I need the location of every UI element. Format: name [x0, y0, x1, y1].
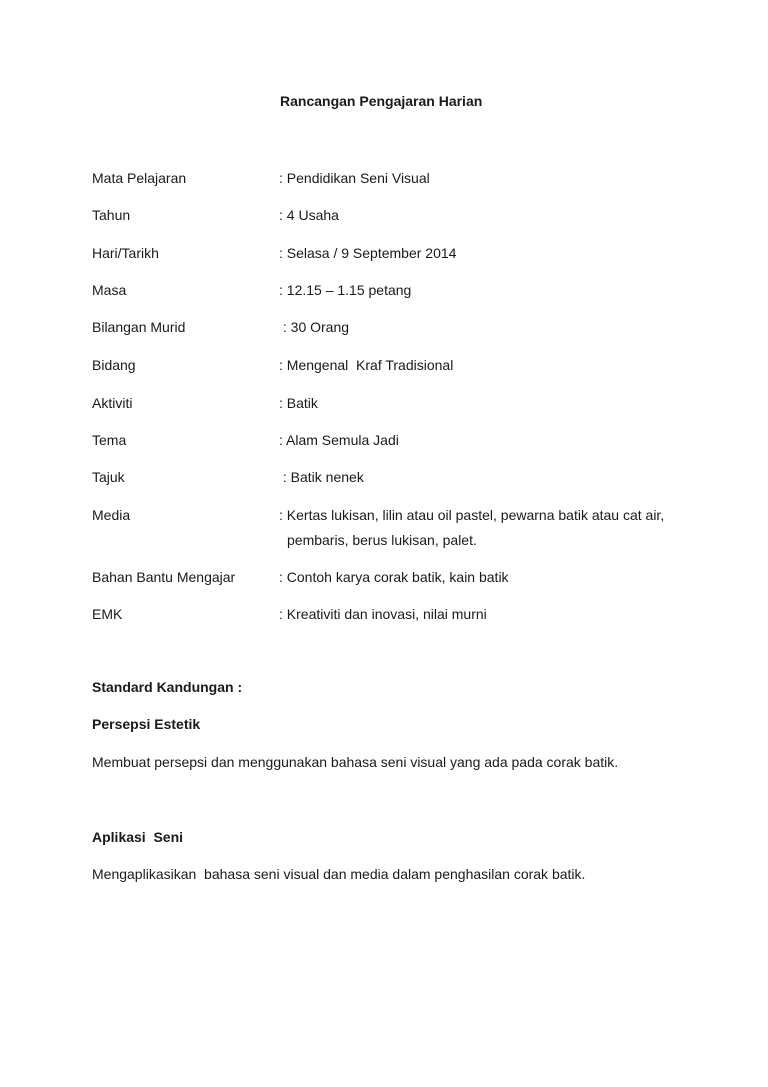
- info-value: [279, 505, 689, 550]
- info-value: : Batik nenek: [279, 469, 364, 485]
- info-label: EMK: [92, 606, 123, 622]
- info-label: Media: [92, 507, 131, 523]
- aplikasi-seni-heading: Aplikasi Seni: [92, 829, 184, 845]
- info-label: Bilangan Murid: [92, 319, 186, 335]
- persepsi-estetik-heading: Persepsi Estetik: [92, 716, 201, 732]
- info-label: Mata Pelajaran: [92, 170, 187, 186]
- info-value-line: : Kertas lukisan, lilin atau oil pastel, pewarna batik atau cat air,: [279, 507, 665, 523]
- persepsi-estetik-text: Membuat persepsi dan menggunakan bahasa seni visual yang ada pada corak batik.: [92, 754, 619, 770]
- info-label: Aktiviti: [92, 395, 133, 411]
- info-label: Hari/Tarikh: [92, 245, 159, 261]
- info-value: : Alam Semula Jadi: [279, 432, 399, 448]
- info-value: : 12.15 – 1.15 petang: [279, 282, 412, 298]
- info-label: Tajuk: [92, 469, 125, 485]
- info-value: : Kreativiti dan inovasi, nilai murni: [279, 606, 487, 622]
- info-value: : Selasa / 9 September 2014: [279, 245, 457, 261]
- info-value: : Pendidikan Seni Visual: [279, 170, 430, 186]
- info-value: : Mengenal Kraf Tradisional: [279, 357, 454, 373]
- info-value: : 30 Orang: [279, 319, 350, 335]
- info-value: : Contoh karya corak batik, kain batik: [279, 569, 509, 585]
- info-value: : 4 Usaha: [279, 207, 339, 223]
- standard-kandungan-heading: Standard Kandungan :: [92, 679, 243, 695]
- info-label: Masa: [92, 282, 127, 298]
- document-title: Rancangan Pengajaran Harian: [280, 93, 483, 109]
- info-value-continuation: pembaris, berus lukisan, palet.: [287, 532, 477, 548]
- info-label: Tahun: [92, 207, 131, 223]
- info-label: Tema: [92, 432, 127, 448]
- info-label: Bahan Bantu Mengajar: [92, 569, 236, 585]
- info-value: : Batik: [279, 395, 318, 411]
- info-label: Bidang: [92, 357, 136, 373]
- aplikasi-seni-text: Mengaplikasikan bahasa seni visual dan media dalam penghasilan corak batik.: [92, 866, 586, 882]
